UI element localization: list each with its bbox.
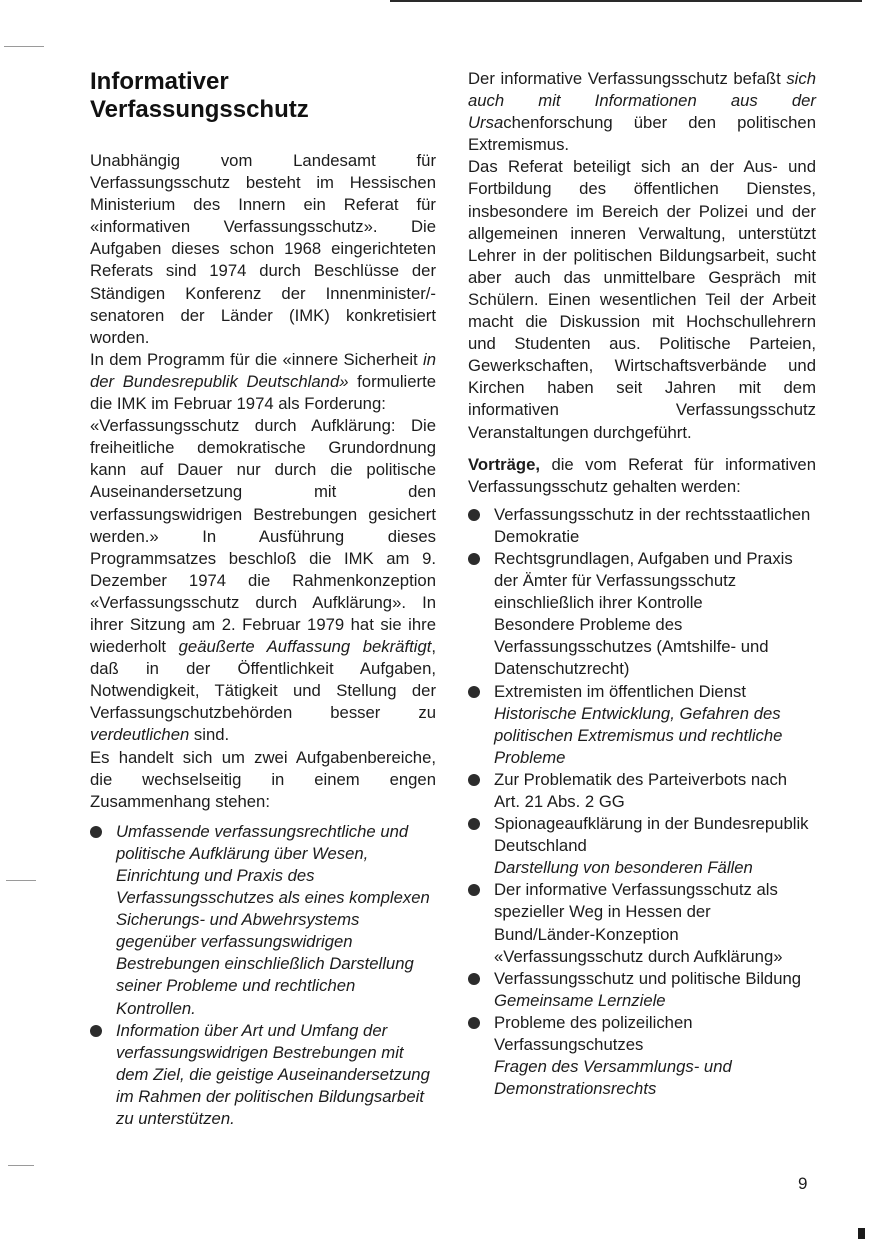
talk-subtitle: Besondere Probleme des Verfassungsschutzes (Amtshilfe- und Datenschutzrecht) <box>494 615 769 679</box>
list-item <box>90 1020 436 1130</box>
bullet-dot-icon <box>468 509 480 521</box>
italic-run: verdeutlichen <box>90 725 190 745</box>
talk-title: Verfassungsschutz und politische Bildung <box>494 968 802 988</box>
text-run: , daß in der Öffentlichkeit Aufgaben, Notwendigkeit, Tätigkeit und Stellung der Verfassungschutzbehörden besser zu <box>90 637 437 723</box>
scan-speck <box>4 46 44 47</box>
bullet-dot-icon <box>468 686 480 698</box>
bullet-dot-icon <box>90 826 102 838</box>
talk-title: Zur Problematik des Parteiverbots nach Art. 21 Abs. 2 GG <box>494 769 788 811</box>
list-item-text: Information über Art und Umfang der verfassungswidrigen Bestrebungen mit dem Ziel, die geistige Auseinandersetzung im Rahmen der politischen Bildungsarbeit zu unterstützen. <box>116 1020 430 1129</box>
bullet-dot-icon <box>468 774 480 786</box>
left-column <box>90 68 436 1130</box>
title-line: Verfassungsschutz <box>90 96 309 123</box>
talk-item <box>468 968 816 1012</box>
top-rule <box>390 0 862 2</box>
intro-paragraph: Unabhängig vom Landesamt für Verfassungsschutz besteht im Hessischen Ministerium des Innern ein Referat für «informativen Verfassungsschutz». Die Aufgaben dieses schon 1968 eingerichteten Referats sind 1974 durch Beschlüsse der Ständigen Konferenz der Innenminister/-senatoren der Länder (IMK) konkretisiert worden. <box>90 151 436 347</box>
scan-speck <box>6 880 36 881</box>
bullet-dot-icon <box>468 1017 480 1029</box>
scan-speck <box>8 1165 34 1166</box>
bullet-dot-icon <box>468 553 480 565</box>
talk-item <box>468 769 816 813</box>
list-item-text: Umfassende verfassungsrechtliche und politische Aufklärung über Wesen, Einrichtung und Praxis des Verfassungsschutzes als eines komplexen Sicherungs- und Abwehrsystems gegenüber verfassungswidrigen Bestrebungen einschließlich Darstellung seiner Probleme und rechtlichen Kontrollen. <box>116 821 430 1018</box>
training-paragraph: Das Referat beteiligt sich an der Aus- und Fortbildung des öffentlichen Dienstes, insbesondere im Bereich der Polizei und der allgemeinen inneren Verwaltung, unterstützt Lehrer in der politischen Bildungsarbeit, sucht aber auch das unmittelbare Gespräch mit Schülern. Einen wesentlichen Teil der Arbeit macht die Diskussion mit Hochschullehrern und Studenten aus. Politische Parteien, Gewerkschaften, Wirtschaftsverbände und Kirchen haben seit Jahren mit dem informativen Verfassungsschutz Veranstaltungen durchgeführt. <box>468 157 816 442</box>
talk-title: Extremisten im öffentlichen Dienst <box>494 681 746 701</box>
talk-item <box>468 681 816 769</box>
italic-run: in der Bundesrepublik Deutschland» <box>90 349 436 391</box>
page-title <box>90 68 436 124</box>
bullet-dot-icon <box>468 973 480 985</box>
tasks-paragraph: Es handelt sich um zwei Aufgabenbereiche, die wechselseitig in einem engen Zusammenhang stehen: <box>90 747 436 811</box>
talks-lead <box>468 454 816 498</box>
program-paragraph <box>90 349 436 415</box>
italic-run: sich auch mit Informationen aus der Ursa <box>468 69 816 133</box>
list-item <box>90 821 436 1020</box>
text-run: «Verfassungsschutz durch Aufklärung: Die freiheitliche demokratische Grundordnung kann auf Dauer nur durch die politische Auseinandersetzung mit den verfassungswidrigen Bestrebungen gesichert werden.» In Ausführung dieses Programmsatzes beschloß die IMK am 9. Dezember 1974 die Rahmenkonzeption «Verfassungsschutz durch Aufklärung». In ihrer Sitzung am 2. Februar 1979 hat sie ihre wiederholt <box>90 416 436 657</box>
talk-item <box>468 504 816 548</box>
talk-item <box>468 548 816 681</box>
talk-title: Spionageaufklärung in der Bundesrepublik Deutschland <box>494 814 809 856</box>
talk-subtitle: Gemeinsame Lernziele <box>494 990 666 1010</box>
text-run: chenforschung über den politischen Extremismus. <box>468 113 816 155</box>
text-run: sind. <box>189 725 230 745</box>
edge-mark <box>858 1228 865 1239</box>
talk-item <box>468 1012 816 1100</box>
talk-list <box>468 504 816 1101</box>
title-line: Informativer <box>90 68 229 95</box>
talk-title: Der informative Verfassungsschutz als spezieller Weg in Hessen der Bund/Länder-Konzeption «Verfassungsschutz durch Aufklärung» <box>494 880 783 966</box>
text-run: In dem Programm für die «innere Sicherheit <box>90 349 423 369</box>
page-number: 9 <box>798 1174 808 1193</box>
talk-subtitle: Darstellung von besonderen Fällen <box>494 858 753 878</box>
bullet-dot-icon <box>468 818 480 830</box>
task-list <box>90 821 436 1130</box>
right-column <box>468 68 816 1100</box>
talk-subtitle: Fragen des Versammlungs- und Demonstrationsrechts <box>494 1057 732 1099</box>
research-paragraph <box>468 68 816 156</box>
text-run: Der informative Verfassungsschutz befaßt <box>468 69 787 88</box>
bullet-dot-icon <box>90 1025 102 1037</box>
talk-title: Rechtsgrundlagen, Aufgaben und Praxis der Ämter für Verfassungsschutz einschließlich ihrer Kontrolle <box>494 548 793 613</box>
text-run: die vom Referat für informativen Verfassungsschutz gehalten werden: <box>468 454 816 496</box>
talks-heading: Vorträge, <box>468 454 541 474</box>
italic-run: geäußerte Auffassung bekräftigt <box>178 637 432 657</box>
talk-title: Verfassungsschutz in der rechtsstaatlichen Demokratie <box>494 504 811 546</box>
talk-title: Probleme des polizeilichen Verfassungschutzes <box>494 1012 693 1055</box>
bullet-dot-icon <box>468 884 480 896</box>
text-run: formulierte die IMK im Februar 1974 als Forderung: <box>90 371 436 414</box>
talk-item <box>468 813 816 879</box>
talk-item <box>468 879 816 967</box>
talk-subtitle: Historische Entwicklung, Gefahren des politischen Extremismus und rechtliche Probleme <box>494 703 783 767</box>
quote-paragraph <box>90 415 436 746</box>
